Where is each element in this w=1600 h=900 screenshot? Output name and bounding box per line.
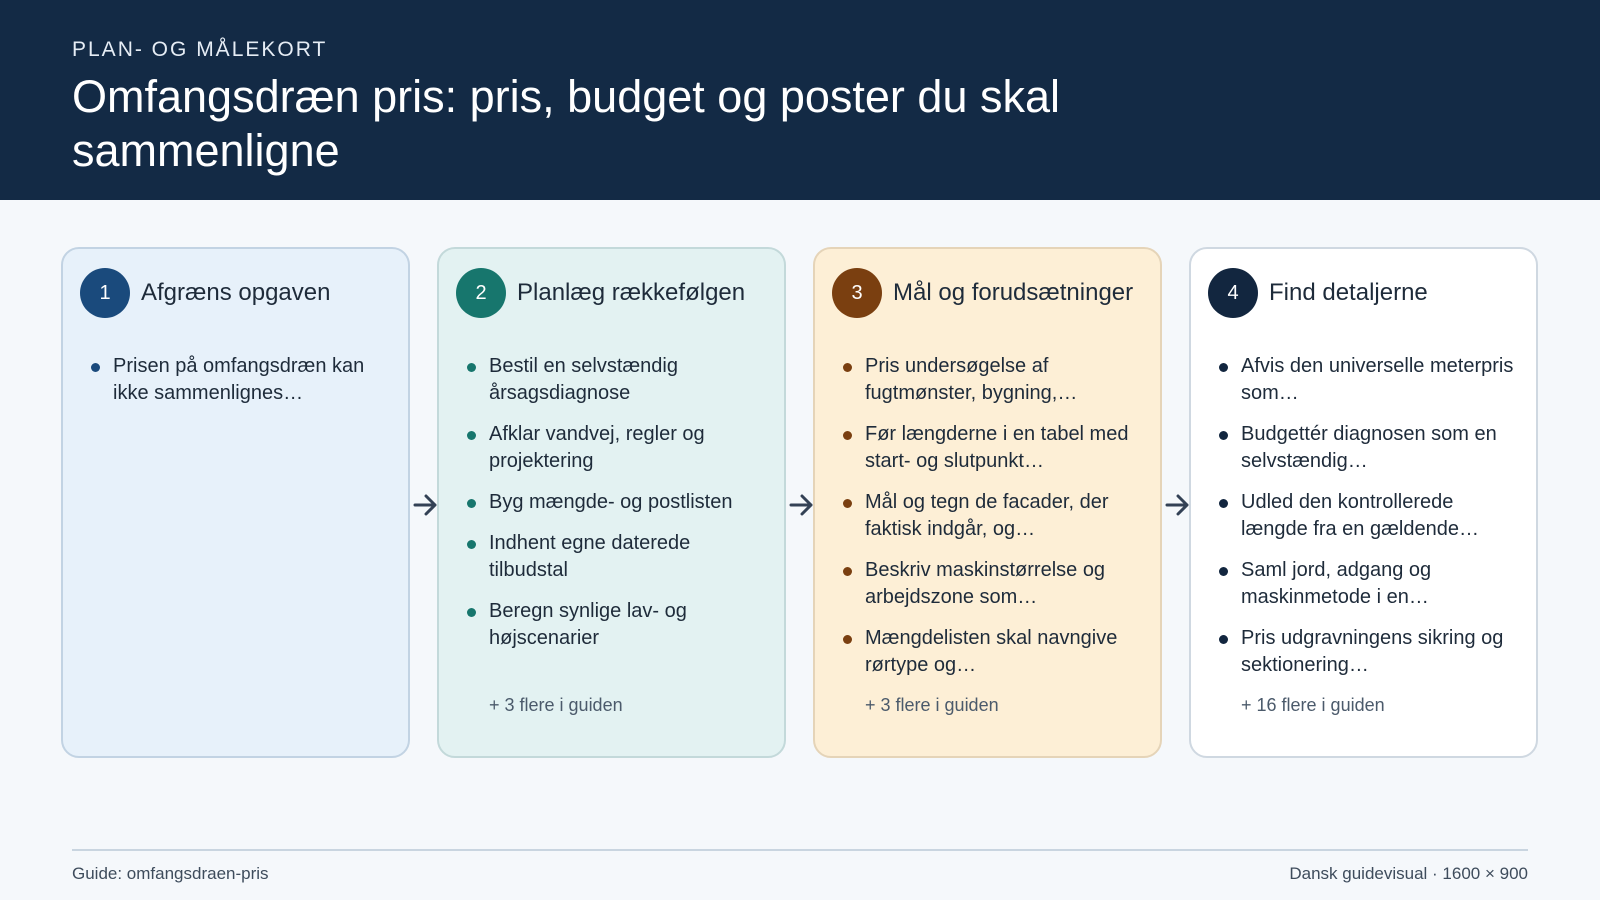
bullet-dot-icon xyxy=(467,431,476,440)
step-card-3 xyxy=(813,247,1162,758)
bullet-text: Beregn synlige lav- og højscenarier xyxy=(489,600,687,649)
bullet-dot-icon xyxy=(467,499,476,508)
bullet-item xyxy=(1217,489,1517,543)
bullet-text: Pris udgravningens sikring og sektionering… xyxy=(1241,627,1504,676)
bullet-list xyxy=(1217,353,1517,693)
bullet-dot-icon xyxy=(467,363,476,372)
bullet-text: Mængdelisten skal navngive rørtype og… xyxy=(865,627,1118,676)
bullet-dot-icon xyxy=(843,363,852,372)
step-number-badge: 1 xyxy=(80,268,130,318)
arrow-right-icon xyxy=(413,490,439,520)
bullet-dot-icon xyxy=(91,363,100,372)
bullet-dot-icon xyxy=(843,431,852,440)
bullet-item xyxy=(841,625,1141,679)
step-title: Mål og forudsætninger xyxy=(893,279,1134,306)
bullet-dot-icon xyxy=(843,567,852,576)
more-in-guide-note: + 16 flere i guiden xyxy=(1241,695,1385,715)
bullet-list xyxy=(465,353,765,666)
bullet-item xyxy=(1217,353,1517,407)
bullet-list xyxy=(841,353,1141,693)
arrow-right-icon xyxy=(789,490,815,520)
bullet-text: Budgettér diagnosen som en selvstændig… xyxy=(1241,423,1497,472)
bullet-dot-icon xyxy=(843,499,852,508)
footer-divider xyxy=(72,849,1528,851)
arrow-right-icon xyxy=(1165,490,1191,520)
more-in-guide-note: + 3 flere i guiden xyxy=(489,695,623,715)
footer-caption: Dansk guidevisual · 1600 × 900 xyxy=(1289,864,1528,883)
bullet-item xyxy=(1217,421,1517,475)
bullet-text: Prisen på omfangsdræn kan ikke sammenlignes… xyxy=(113,355,365,404)
step-card-2 xyxy=(437,247,786,758)
bullet-item xyxy=(465,530,765,584)
bullet-list xyxy=(89,353,389,421)
bullet-text: Bestil en selvstændig årsagsdiagnose xyxy=(489,355,678,404)
bullet-dot-icon xyxy=(467,540,476,549)
step-card-1 xyxy=(61,247,410,758)
bullet-text: Beskriv maskinstørrelse og arbejdszone som… xyxy=(865,559,1106,608)
bullet-item xyxy=(465,353,765,407)
bullet-dot-icon xyxy=(1219,567,1228,576)
step-title: Find detaljerne xyxy=(1269,279,1428,306)
bullet-item xyxy=(465,489,765,516)
bullet-dot-icon xyxy=(467,608,476,617)
footer-guide-slug: Guide: omfangsdraen-pris xyxy=(72,864,269,883)
bullet-text: Udled den kontrollerede længde fra en gældende… xyxy=(1241,491,1479,540)
step-number-badge: 2 xyxy=(456,268,506,318)
step-number-badge: 3 xyxy=(832,268,882,318)
bullet-item xyxy=(841,353,1141,407)
bullet-item xyxy=(841,421,1141,475)
bullet-dot-icon xyxy=(1219,431,1228,440)
bullet-item xyxy=(841,557,1141,611)
step-title: Afgræns opgaven xyxy=(141,279,331,306)
bullet-dot-icon xyxy=(843,635,852,644)
bullet-text: Saml jord, adgang og maskinmetode i en… xyxy=(1241,559,1432,608)
more-in-guide-note: + 3 flere i guiden xyxy=(865,695,999,715)
page-title: Omfangsdræn pris: pris, budget og poster du skal sammenligne xyxy=(72,71,1061,176)
bullet-text: Mål og tegn de facader, der faktisk indgår, og… xyxy=(865,491,1109,540)
bullet-text: Før længderne i en tabel med start- og slutpunkt… xyxy=(865,423,1129,472)
bullet-item xyxy=(465,598,765,652)
bullet-dot-icon xyxy=(1219,363,1228,372)
bullet-item xyxy=(89,353,389,407)
header-banner xyxy=(0,0,1600,200)
bullet-dot-icon xyxy=(1219,499,1228,508)
bullet-text: Byg mængde- og postlisten xyxy=(489,491,733,513)
bullet-text: Afklar vandvej, regler og projektering xyxy=(489,423,705,472)
bullet-item xyxy=(1217,625,1517,679)
bullet-item xyxy=(465,421,765,475)
bullet-text: Afvis den universelle meterpris som… xyxy=(1241,355,1514,404)
step-card-4 xyxy=(1189,247,1538,758)
step-title: Planlæg rækkefølgen xyxy=(517,279,746,306)
step-number-badge: 4 xyxy=(1208,268,1258,318)
bullet-text: Pris undersøgelse af fugtmønster, bygning,… xyxy=(865,355,1078,404)
bullet-text: Indhent egne daterede tilbudstal xyxy=(489,532,691,581)
page-kicker: PLAN- OG MÅLEKORT xyxy=(72,38,328,61)
bullet-dot-icon xyxy=(1219,635,1228,644)
bullet-item xyxy=(1217,557,1517,611)
bullet-item xyxy=(841,489,1141,543)
